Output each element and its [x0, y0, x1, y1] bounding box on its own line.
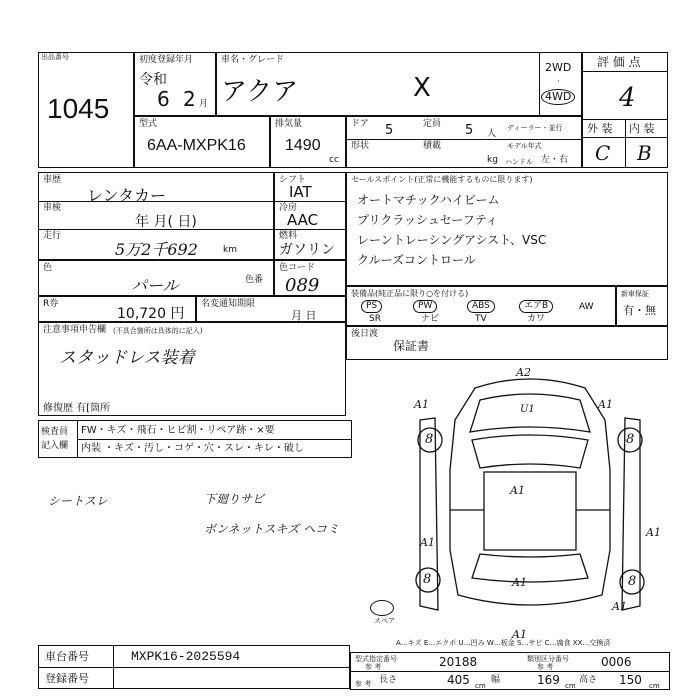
recycle-value: 10,720 円 [117, 306, 185, 322]
spare-tire-icon [370, 600, 394, 616]
new-car-label: 新車保証 [621, 290, 649, 298]
equipment-leather: カワ [527, 314, 546, 324]
lot-label: 出品番号 [41, 53, 69, 61]
notes-sublabel: (不具合箇所は具体的に記入) [113, 327, 203, 335]
capacity-value: 5 [465, 123, 474, 138]
chassis-value: MXPK16-2025594 [131, 649, 241, 664]
damage-mark: A1 [420, 536, 435, 549]
tire-right-front: 8 [626, 432, 635, 447]
model-year-label: モデル年式 [507, 142, 542, 150]
model-box [134, 116, 270, 168]
fuel-label: 燃料 [279, 231, 298, 241]
damage-mark: A1 [510, 484, 525, 497]
drive-2wd: 2WD [545, 61, 572, 74]
interior-grade: B [637, 141, 652, 165]
persons-unit: 人 [487, 129, 497, 139]
comment-underbody-rust: 下廻りサビ [204, 492, 265, 506]
class-label: 類別区分番号 [527, 655, 569, 663]
drive-4wd: 4WD [541, 89, 575, 105]
recycle-label: R券 [43, 299, 59, 309]
model-label: 型式 [139, 119, 158, 129]
equipment-navi: ナビ [421, 314, 440, 324]
ac-value: AAC [287, 211, 319, 229]
doors-box [346, 116, 582, 168]
after-value: 保証書 [393, 339, 430, 353]
first-reg-label: 初度登録年月 [139, 55, 194, 65]
inspection-label: 車検 [43, 203, 62, 213]
notes-value: スタッドレス装着 [59, 348, 195, 368]
damage-mark: A1 [598, 398, 613, 411]
equipment-aw: AW [579, 302, 594, 312]
doors-label: ドア [351, 119, 369, 129]
interior-label: 内 装 [629, 122, 655, 135]
handle-label: ハンドル [505, 158, 533, 166]
mileage-value: 5万2千692 [115, 240, 198, 259]
inspector-row-2: 内装 ・キズ・汚し・コゲ・穴・スレ・キレ・破し [81, 443, 304, 454]
spare-label: スペア [374, 617, 395, 625]
notice-label: 名変通知期限 [201, 299, 256, 309]
color-no-label: 色番 [245, 275, 264, 285]
color-label: 色 [43, 263, 53, 273]
lot-number-box [38, 52, 134, 168]
height-unit: cm [649, 682, 660, 690]
color-value: パール [131, 276, 179, 295]
history-box [38, 172, 274, 260]
sales-points-box [346, 172, 668, 286]
displacement-label: 排気量 [275, 119, 303, 129]
tire-left-rear: 8 [423, 572, 432, 587]
color-box [38, 260, 274, 296]
shift-value: IAT [289, 183, 312, 201]
era: 令和 [139, 72, 167, 88]
notes-box [38, 322, 346, 416]
equipment-pw: PW [413, 300, 437, 313]
sales-points-label: セールスポイント(正常に機能するものに限ります) [351, 175, 533, 184]
name-grade-box [216, 52, 582, 116]
width-unit: cm [565, 682, 576, 690]
sales-point-item: クルーズコントロール [357, 253, 476, 267]
shape-label: 形状 [351, 141, 370, 151]
ac-label: 冷房 [279, 203, 298, 213]
exterior-grade: C [595, 141, 611, 165]
damage-mark: A1 [512, 628, 527, 641]
lot-number: 1045 [47, 93, 110, 124]
inspector-label-2: 記入欄 [41, 441, 69, 451]
drive-dot: · [557, 77, 560, 87]
displacement-value: 1490 [285, 137, 321, 154]
first-registration-box [134, 52, 216, 116]
damage-mark: A1 [612, 600, 627, 613]
reg-year: 6 [157, 87, 170, 111]
tire-right-rear: 8 [628, 574, 637, 589]
equipment-box [346, 286, 616, 326]
score-box [582, 52, 668, 168]
registration-label: 登録番号 [45, 672, 89, 685]
equipment-airbag: エアB [519, 300, 553, 313]
color-code-box [274, 260, 346, 296]
score-label: 評 価 点 [597, 55, 641, 69]
dealer-label: ディーラー・並行 [507, 124, 563, 132]
inspection-value: 年 月( 日) [135, 214, 197, 230]
reg-month: 2 [183, 87, 196, 111]
exterior-label: 外 装 [587, 122, 613, 135]
kg-unit: kg [487, 155, 498, 165]
inspector-box [38, 420, 352, 458]
equipment-sr: SR [369, 314, 381, 324]
cc-unit: cc [329, 155, 339, 165]
displacement-box [270, 116, 346, 168]
repair-label: 修復歴 有[箇所 [43, 403, 111, 414]
inspector-label-1: 検査員 [41, 427, 69, 437]
sales-point-item: オートマチックハイビーム [357, 193, 500, 207]
new-car-warranty-box [616, 286, 668, 326]
chassis-label: 車台番号 [45, 650, 89, 663]
ref-label: 参 考 [355, 680, 372, 688]
color-code-label: 色コード [279, 263, 316, 273]
color-code-value: 089 [285, 275, 320, 296]
equipment-label: 装備品(純正品に限り○を付ける) [351, 289, 469, 298]
new-car-value: 有・無 [623, 304, 656, 317]
name-grade-label: 車名・グレード [221, 55, 285, 65]
type-cert-sub: 参 考 [365, 663, 382, 671]
type-cert-label: 型式指定番号 [355, 655, 397, 663]
shift-label: シフト [279, 175, 307, 185]
month-unit: 月 [199, 99, 209, 109]
length-value: 405 [447, 673, 470, 687]
damage-mark: A1 [512, 576, 527, 589]
equipment-ps: PS [361, 300, 382, 313]
chassis-box [38, 645, 350, 689]
grade: X [413, 73, 431, 103]
class-sub: 参 考 [537, 663, 554, 671]
damage-mark: A1 [414, 398, 429, 411]
comment-seat-wear: シートスレ [48, 494, 108, 508]
shift-box [274, 172, 346, 260]
after-label: 後日渡 [351, 329, 379, 339]
load-label: 積載 [423, 141, 442, 151]
length-unit: cm [475, 682, 486, 690]
damage-legend: A…キズ E…エクボ U…凹み W…板金 S…サビ C…腐食 XX…交換済 [396, 639, 611, 647]
after-delivery-box [346, 326, 668, 360]
damage-mark: A2 [516, 366, 531, 379]
equipment-abs: ABS [467, 300, 495, 313]
sales-point-item: レーントレーシングアシスト、VSC [357, 233, 547, 247]
height-label: 高さ [579, 675, 598, 685]
notes-label: 注意事項申告欄 [43, 325, 107, 335]
sales-point-item: プリクラッシュセーフティ [357, 213, 498, 227]
fuel-value: ガソリン [279, 242, 335, 258]
damage-mark: A1 [646, 526, 661, 539]
height-value: 150 [619, 673, 642, 687]
type-cert-value: 20188 [439, 655, 478, 669]
length-label: 長さ [379, 675, 398, 685]
tire-left-front: 8 [425, 432, 434, 447]
history-value: レンタカー [87, 186, 166, 205]
damage-mark: U1 [520, 404, 535, 415]
mileage-label: 走行 [43, 231, 62, 241]
capacity-label: 定員 [423, 119, 442, 129]
km-unit: km [223, 245, 237, 255]
score-value: 4 [619, 83, 636, 113]
history-label: 車歴 [43, 175, 62, 185]
class-value: 0006 [601, 655, 632, 669]
equipment-tv: TV [475, 314, 487, 324]
inspector-row-1: FW・キズ・飛石・ヒビ割・リペア跡・×要 [81, 425, 275, 436]
notice-box [196, 296, 346, 322]
car-name: アクア [221, 77, 299, 107]
notice-value: 月 日 [291, 309, 317, 322]
comment-bonnet-damage: ボンネットスキズ ヘコミ [204, 522, 340, 536]
handle-value: 左・右 [541, 155, 569, 165]
width-value: 169 [537, 673, 560, 687]
model-value: 6AA-MXPK16 [147, 137, 246, 154]
doors-value: 5 [385, 123, 394, 138]
width-label: 幅 [491, 675, 501, 685]
recycle-box [38, 296, 196, 322]
spec-footer-box [350, 652, 670, 690]
